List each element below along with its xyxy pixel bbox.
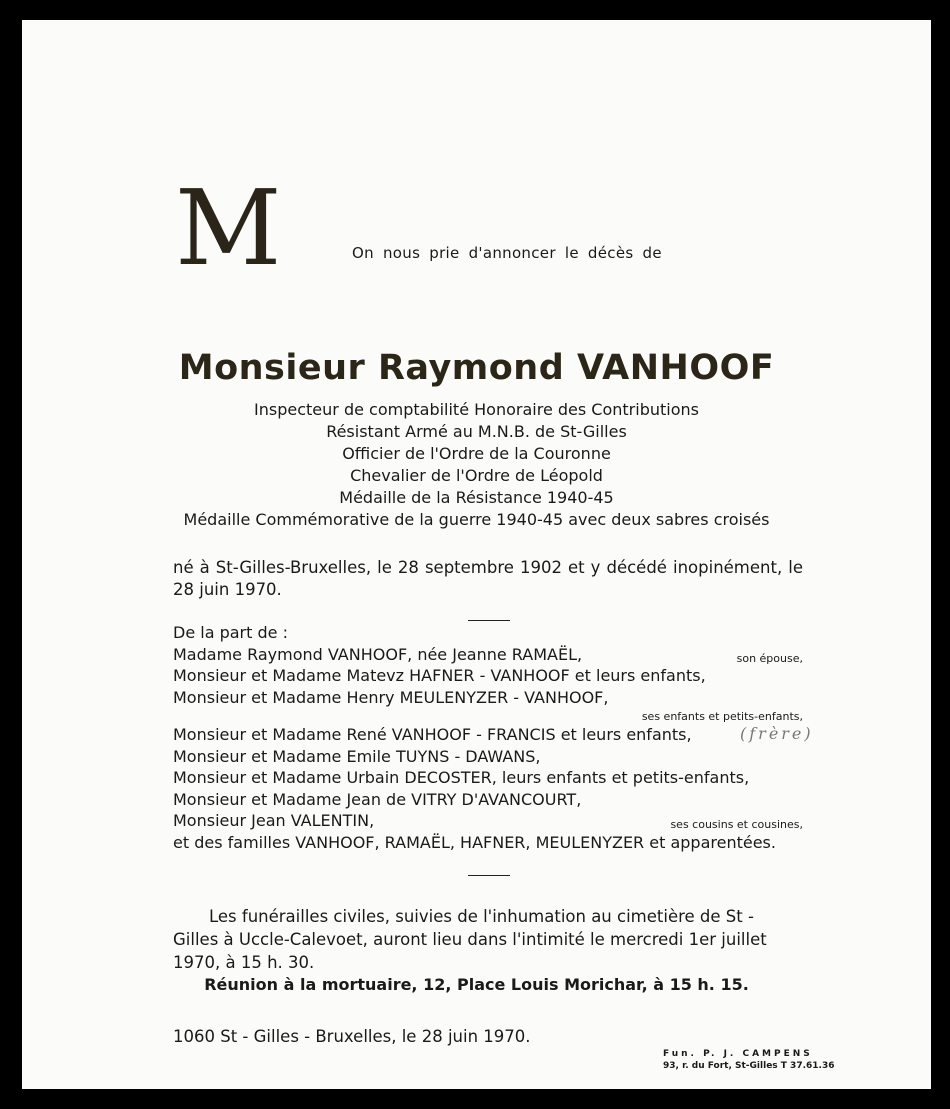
family-row-text: Madame Raymond VANHOOF, née Jeanne RAMAËL, [173, 644, 583, 664]
printer-imprint [663, 1048, 834, 1072]
family-row [173, 644, 803, 666]
family-row [173, 724, 803, 746]
family-row-text: Monsieur et Madame Henry MEULENYZER - VANHOOF, [173, 687, 609, 707]
family-row-note: ses enfants et petits-enfants, [641, 710, 803, 723]
family-row-text: Monsieur et Madame Matevz HAFNER - VANHOOF et leurs enfants, [173, 666, 706, 685]
family-row-note: ses cousins et cousines, [670, 818, 803, 831]
funeral-text [173, 905, 803, 974]
family-row-text: Monsieur et Madame Emile TUYNS - DAWANS, [173, 746, 541, 766]
family-row [173, 665, 803, 687]
place-date: 1060 St - Gilles - Bruxelles, le 28 juin 1970. [173, 1027, 531, 1046]
handwritten-note: (frère) [740, 724, 814, 743]
family-row-text: Monsieur Jean VALENTIN, [173, 811, 375, 830]
printer-address: 93, r. du Fort, St-Gilles T 37.61.36 [663, 1061, 835, 1071]
family-row [173, 767, 803, 789]
divider [468, 875, 510, 876]
decorative-initial: M [175, 167, 282, 289]
title-line: Officier de l'Ordre de la Couronne [342, 444, 611, 463]
family-row [173, 832, 803, 854]
divider [468, 620, 510, 621]
title-line: Résistant Armé au M.N.B. de St-Gilles [326, 422, 627, 441]
birth-death-text: né à St-Gilles-Bruxelles, le 28 septembre 1902 et y décédé inopinément, le 28 juin 1970. [173, 558, 803, 599]
deceased-name: Monsieur Raymond VANHOOF [178, 348, 775, 388]
family-row [173, 789, 803, 811]
honorary-titles [22, 399, 931, 531]
family-row-text: Monsieur et Madame Urbain DECOSTER, leurs enfants et petits-enfants, [173, 768, 750, 787]
family-list [173, 622, 803, 853]
family-row-text: Monsieur et Madame René VANHOOF - FRANCIS et leurs enfants, [173, 725, 692, 744]
announcement-sheet [22, 20, 931, 1089]
family-row-note: son épouse, [736, 651, 803, 665]
announce-line: On nous prie d'annoncer le décès de [352, 244, 662, 262]
family-row [173, 810, 803, 832]
family-row [173, 687, 803, 709]
title-line: Médaille de la Résistance 1940-45 [339, 488, 614, 507]
family-row-text: Monsieur et Madame Jean de VITRY D'AVANCOURT, [173, 789, 582, 809]
family-row [173, 746, 803, 768]
title-line: Chevalier de l'Ordre de Léopold [350, 466, 603, 485]
title-line: Inspecteur de comptabilité Honoraire des Contributions [254, 400, 699, 419]
family-row [173, 708, 803, 724]
printer-name: Fun. P. J. CAMPENS [663, 1049, 813, 1059]
title-line: Médaille Commémorative de la guerre 1940-45 avec deux sabres croisés [183, 510, 770, 529]
family-intro: De la part de : [173, 623, 288, 642]
family-row-text: et des familles VANHOOF, RAMAËL, HAFNER, MEULENYZER et apparentées. [173, 832, 776, 852]
funeral-paragraph: Les funérailles civiles, suivies de l'inhumation au cimetière de St - Gilles à Uccle-Calevoet, auront lieu dans l'intimité le mercredi 1er juillet 1970, à 15 h. 30. [173, 907, 767, 972]
meeting-line: Réunion à la mortuaire, 12, Place Louis Morichar, à 15 h. 15. [204, 975, 749, 994]
